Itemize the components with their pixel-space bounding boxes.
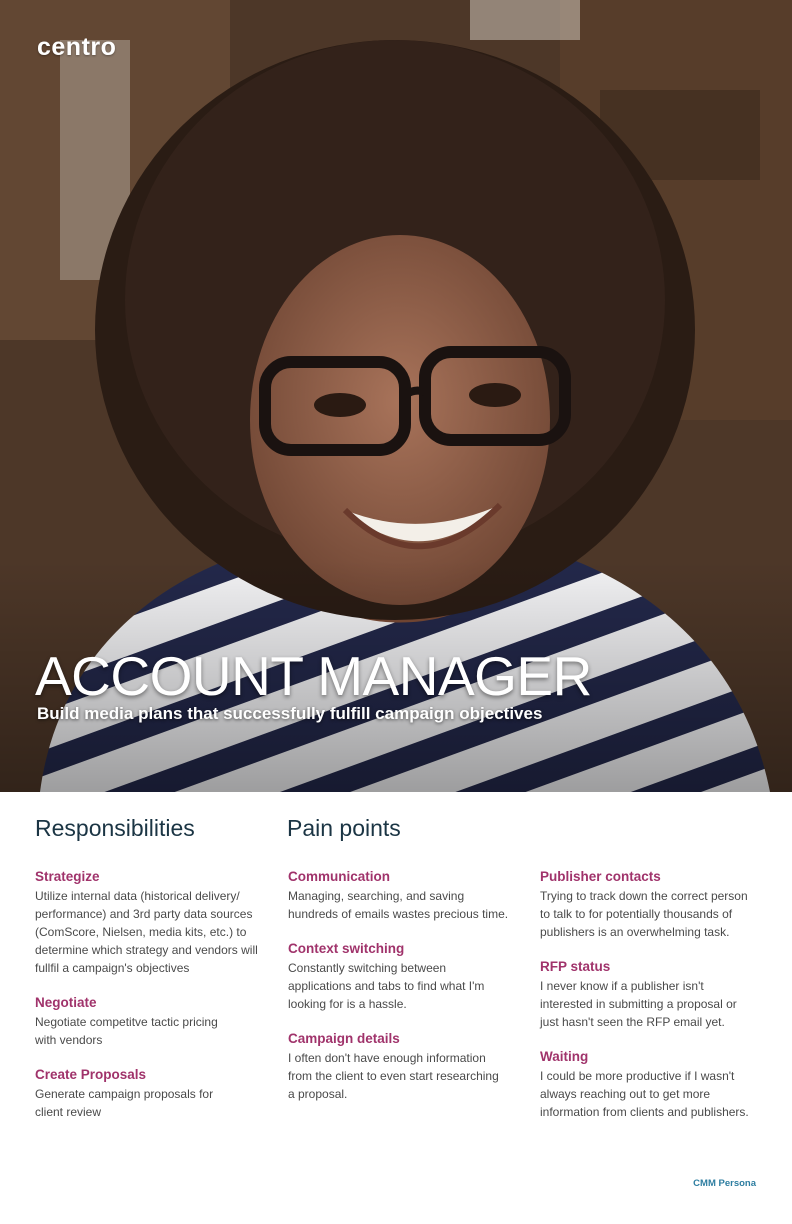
persona-title: ACCOUNT MANAGER [35,645,592,707]
responsibility-item [35,868,265,977]
footer-label: CMM Persona [693,1178,756,1189]
item-text: Negotiate competitve tactic pricing with vendors [35,1015,218,1047]
item-text: Trying to track down the correct person to talk to for potentially thousands of publishers is an overwhelming task. [540,889,748,939]
centro-logo: centro [37,33,117,61]
pain-point-item [288,1030,518,1103]
item-text: I could be more productive if I wasn't always reaching out to get more information from clients and publishers. [540,1069,749,1119]
item-text: I often don't have enough information from the client to even start researching a proposal. [288,1051,499,1101]
item-title: Campaign details [288,1031,400,1046]
responsibility-item [35,1066,265,1121]
item-title: Context switching [288,941,405,956]
pain-point-item [540,1048,770,1121]
pain-point-item [540,868,770,941]
pain-point-item [540,958,770,1031]
pain-points-heading: Pain points [287,815,401,841]
responsibility-item [35,994,265,1049]
item-title: Waiting [540,1049,589,1064]
item-text: Generate campaign proposals for client review [35,1087,214,1119]
item-text: Managing, searching, and saving hundreds of emails wastes precious time. [288,889,509,921]
item-text: I never know if a publisher isn't interested in submitting a proposal or just hasn't seen the RFP email yet. [540,979,737,1029]
item-title: RFP status [540,959,611,974]
item-title: Publisher contacts [540,869,661,884]
item-title: Create Proposals [35,1067,147,1082]
item-title: Negotiate [35,995,97,1010]
pain-point-item [288,868,518,923]
item-title: Strategize [35,869,100,884]
responsibilities-heading: Responsibilities [35,815,195,841]
persona-subtitle: Build media plans that successfully fulfill campaign objectives [37,704,543,723]
item-title: Communication [288,869,391,884]
item-text: Constantly switching between applications and tabs to find what I'm looking for is a hassle. [288,961,485,1011]
pain-point-item [288,940,518,1013]
item-text: Utilize internal data (historical delivery/ performance) and 3rd party data sources (ComScore, Nielsen, media kits, etc.) to determine which strategy and vendors will fullfil a campaign's objectives [35,889,258,975]
